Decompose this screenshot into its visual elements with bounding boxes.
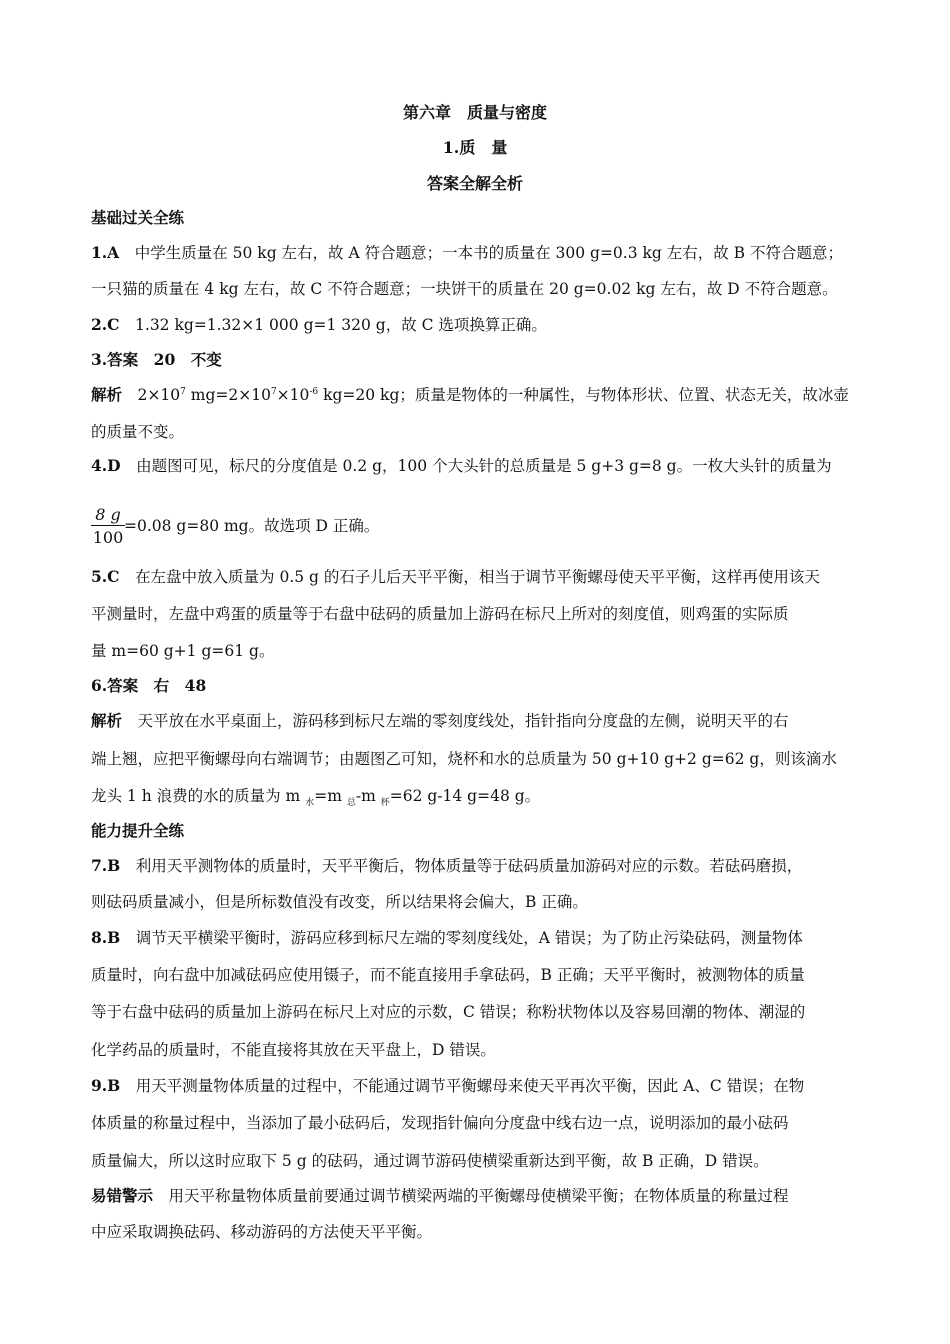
fraction-numerator: 8 g [91,505,125,526]
q9-line1: 9.B 用天平测量物体质量的过程中，不能通过调节平衡螺母来使天平再次平衡，因此 A、C 错误；在物 [91,1076,805,1095]
fraction [91,505,125,547]
q8-line2: 质量时，向右盘中加减砝码应使用镊子，而不能直接用手拿砝码，B 正确；天平平衡时，被测物体的质量 [91,966,805,984]
advanced-heading: 能力提升全练 [91,821,185,840]
q7-number: 7.B [91,856,121,875]
warning-label: 易错警示 [91,1186,154,1205]
section-title: 1.质 量 [442,138,508,157]
q9-line2: 体质量的称量过程中，当添加了最小砝码后，发现指针偏向分度盘中线右边一点，说明添加的最小砝码 [91,1114,789,1132]
basic-heading: 基础过关全练 [91,208,185,227]
q8-number: 8.B [91,928,121,947]
q5-number: 5.C [91,567,120,586]
q4-line1: 4.D 由题图可见，标尺的分度值是 0.2 g，100 个大头针的总质量是 5 g+3 g=8 g。一枚大头针的质量为 [91,456,832,475]
q6-analysis-line2: 端上翘，应把平衡螺母向右端调节；由题图乙可知，烧杯和水的总质量为 50 g+10 g+2 g=62 g，则该滴水 [91,750,837,768]
answer-title: 答案全解全析 [426,174,523,193]
q7-line2: 则砝码质量减小，但是所标数值没有改变，所以结果将会偏大，B 正确。 [91,893,588,911]
analysis-label: 解析 [91,711,123,730]
q6-answer: 6.答案 右 48 [91,676,207,695]
analysis-label: 解析 [91,385,123,404]
q7-line1: 7.B 利用天平测物体的质量时，天平平衡后，物体质量等于砝码质量加游码对应的示数。若砝码磨损， [91,856,803,875]
q4-line2: =0.08 g=80 mg。故选项 D 正确。 [124,517,380,535]
chapter-title: 第六章 质量与密度 [402,103,547,122]
q5-line2: 平测量时，左盘中鸡蛋的质量等于右盘中砝码的质量加上游码在标尺上所对的刻度值，则鸡蛋的实际质 [91,605,789,623]
q9-number: 9.B [91,1076,121,1095]
q3-analysis-line2: 的质量不变。 [91,423,185,441]
warning-line2: 中应采取调换砝码、移动游码的方法使天平平衡。 [91,1223,433,1241]
q6-analysis-line1: 解析 天平放在水平桌面上，游码移到标尺左端的零刻度线处，指针指向分度盘的左侧，说明天平的右 [91,711,789,730]
q2-number: 2.C [91,315,120,334]
q5-line3: 量 m=60 g+1 g=61 g。 [91,642,275,660]
q2-line: 2.C 1.32 kg=1.32×1 000 g=1 320 g，故 C 选项换算正确。 [91,315,547,334]
q1-line1: 1.A 中学生质量在 50 kg 左右，故 A 符合题意；一本书的质量在 300 g=0.3 kg 左右，故 B 不符合题意； [91,243,843,262]
q8-line3: 等于右盘中砝码的质量加上游码在标尺上对应的示数，C 错误；称粉状物体以及容易回潮的物体、潮湿的 [91,1003,806,1021]
q1-number: 1.A [91,243,120,262]
q3-answer: 3.答案 20 不变 [91,350,222,369]
q5-line1: 5.C 在左盘中放入质量为 0.5 g 的石子儿后天平平衡，相当于调节平衡螺母使天平平衡，这样再使用该天 [91,567,820,586]
q8-line1: 8.B 调节天平横梁平衡时，游码应移到标尺左端的零刻度线处，A 错误；为了防止污染砝码，测量物体 [91,928,803,947]
q6-analysis-line3: 龙头 1 h 浪费的水的质量为 m $_水$=m $_总$-m $_杯$=62 g-14 g=48 g。 [91,787,541,809]
q3-analysis-line1: 解析 $2\times 10^7$ $mg=2\times 10^7\times 10^{-6}$ kg=20 kg；质量是物体的一种属性，与物体形状、位置、状态无关，故冰壶 [91,385,849,404]
q9-line3: 质量偏大，所以这时应取下 5 g 的砝码，通过调节游码使横梁重新达到平衡，故 B 正确，D 错误。 [91,1152,769,1170]
q8-line4: 化学药品的质量时，不能直接将其放在天平盘上，D 错误。 [91,1041,496,1059]
q4-number: 4.D [91,456,121,475]
q1-line2: 一只猫的质量在 4 kg 左右，故 C 不符合题意；一块饼干的质量在 20 g=0.02 kg 左右，故 D 不符合题意。 [91,280,838,298]
warning-line1: 易错警示 用天平称量物体质量前要通过调节横梁两端的平衡螺母使横梁平衡；在物体质量的称量过程 [91,1186,789,1205]
fraction-denominator: 100 [92,528,124,547]
